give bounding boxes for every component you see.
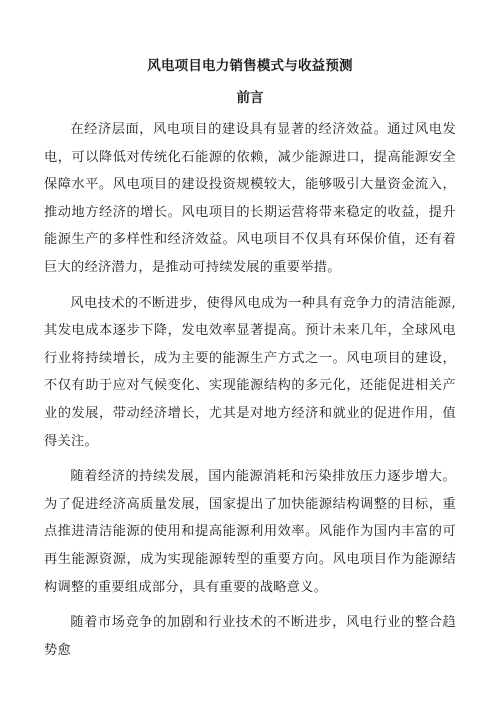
paragraph-2: 风电技术的不断进步，使得风电成为一种具有竞争力的清洁能源,其发电成本逐步下降，发电效率显著提高。预计未来几年，全球风电行业将持续增长，成为主要的能源生产方式之一。风电项目的建设，不仅有助于应对气候变化、实现能源结构的多元化，还能促进相关产业的发展，带动经济增长，尤其是对地方经济和就业的促进作用，值得关注。 [44, 295, 456, 449]
paragraph-1: 在经济层面，风电项目的建设具有显著的经济效益。通过风电发电，可以降低对传统化石能源的依赖，减少能源进口，提高能源安全保障水平。风电项目的建设投资规模较大，能够吸引大量资金流入，推动地方经济的增长。风电项目的长期运营将带来稳定的收益，提升能源生产的多样性和经济效益。风电项目不仅具有环保价值，还有着巨大的经济潜力，是推动可持续发展的重要举措。 [44, 122, 456, 275]
section-heading-preface: 前言 [236, 90, 264, 106]
document-title: 风电项目电力销售模式与收益预测 [147, 58, 353, 74]
paragraph-4: 随着市场竞争的加剧和行业技术的不断进步，风电行业的整合趋势愈 [44, 615, 456, 658]
paragraph-3: 随着经济的持续发展，国内能源消耗和污染排放压力逐步增大。为了促进经济高质量发展，国家提出了加快能源结构调整的目标，重点推进清洁能源的使用和提高能源利用效率。风能作为国内丰富的可再生能源资源，成为实现能源转型的重要方向。风电项目作为能源结构调整的重要组成部分，具有重要的战略意义。 [44, 469, 456, 595]
